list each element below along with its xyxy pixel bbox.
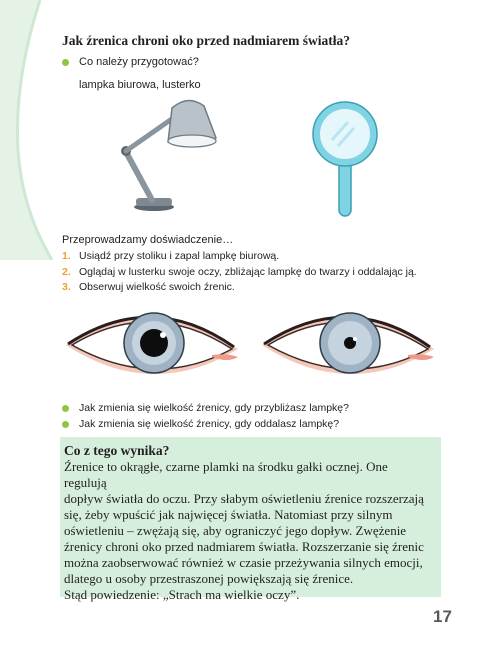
step-item: 2. Oglądaj w lusterku swoje oczy, zbliżając lampkę do twarzy i oddalając ją. bbox=[62, 265, 417, 278]
question-item: Jak zmienia się wielkość źrenicy, gdy przybliżasz lampkę? bbox=[62, 402, 349, 414]
result-line: Stąd powiedzenie: „Strach ma wielkie oczy”. bbox=[64, 587, 300, 602]
experiment-heading: Przeprowadzamy doświadczenie… bbox=[62, 234, 234, 246]
hand-mirror-illustration bbox=[310, 100, 380, 220]
prep-items: lampka biurowa, lusterko bbox=[79, 79, 201, 91]
eye-wide-pupil-illustration bbox=[62, 305, 244, 391]
prep-question-text: Co należy przygotować? bbox=[79, 56, 199, 68]
experiment-steps bbox=[62, 249, 417, 296]
step-item: 1. Usiądź przy stoliku i zapal lampkę biurową. bbox=[62, 250, 280, 262]
page-title: Jak źrenica chroni oko przed nadmiarem światła? bbox=[62, 33, 350, 48]
step-item: 3. Obserwuj wielkość swoich źrenic. bbox=[62, 281, 235, 293]
result-line: się, żeby wpuścić jak najwięcej światła. Natomiast przy silnym bbox=[64, 507, 393, 522]
decorative-green-shape bbox=[0, 0, 60, 260]
question-item: Jak zmienia się wielkość źrenicy, gdy oddalasz lampkę? bbox=[62, 418, 339, 430]
prep-question bbox=[62, 56, 199, 68]
result-line: źrenicy chroni oko przed nadmiarem światła. Rozszerzanie się źrenic bbox=[64, 539, 424, 554]
result-line: Źrenice to okrągłe, czarne plamki na środku gałki ocznej. One regulują bbox=[64, 459, 388, 490]
bullet-icon bbox=[62, 59, 69, 66]
result-line: dopływ światła do oczu. Przy słabym oświetleniu źrenice rozszerzają bbox=[64, 491, 424, 506]
result-title: Co z tego wynika? bbox=[64, 443, 170, 458]
bullet-icon bbox=[62, 421, 69, 428]
bullet-icon bbox=[62, 405, 69, 412]
desk-lamp-illustration bbox=[108, 94, 228, 214]
page-number: 17 bbox=[433, 607, 452, 626]
eye-narrow-pupil-illustration bbox=[258, 305, 440, 391]
result-line: dlatego u osoby przestraszonej powiększają się źrenice. bbox=[64, 571, 354, 586]
result-box bbox=[60, 437, 441, 602]
result-line: można zaobserwować również w czasie przeżywania silnych emocji, bbox=[64, 555, 423, 570]
result-line: oświetleniu – zwężają się, aby ograniczyć jego dopływ. Zwężenie bbox=[64, 523, 407, 538]
